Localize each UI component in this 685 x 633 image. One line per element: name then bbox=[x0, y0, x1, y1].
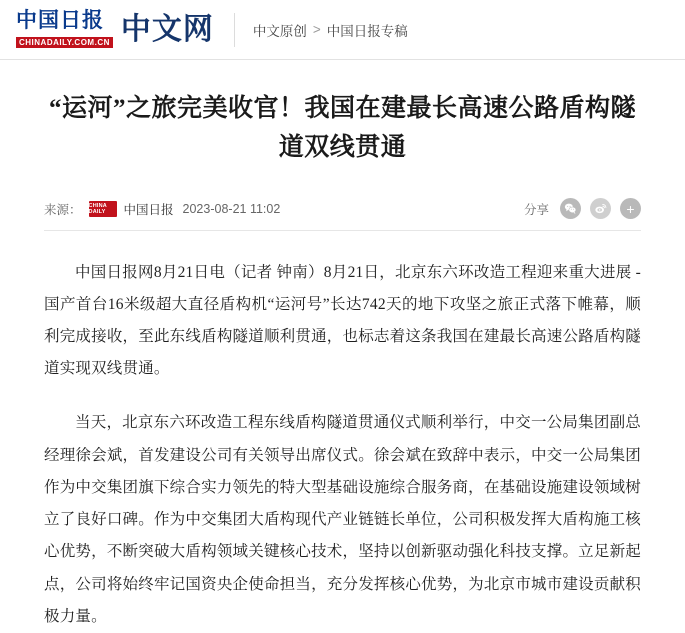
article-source-group bbox=[44, 200, 280, 218]
breadcrumb-item-original[interactable]: 中文原创 bbox=[253, 20, 307, 40]
breadcrumb-item-feature[interactable]: 中国日报专稿 bbox=[327, 20, 408, 40]
page-title: “运河”之旅完美收官！我国在建最长高速公路盾构隧道双线贯通 bbox=[44, 90, 641, 168]
publish-timestamp: 2023-08-21 11:02 bbox=[183, 202, 281, 216]
breadcrumb-separator: > bbox=[313, 22, 321, 37]
article-container bbox=[0, 90, 685, 633]
article-body bbox=[44, 257, 641, 633]
header-divider bbox=[234, 13, 235, 47]
article-paragraph: 中国日报网8月21日电（记者 钟南）8月21日，北京东六环改造工程迎来重大进展 - 国产首台16米级超大直径盾构机“运河号”长达742天的地下攻坚之旅正式落下帷幕，顺利完成接收，至此东线盾构隧道顺利贯通，也标志着这条我国在建最长高速公路盾构隧道实现双线贯通。 bbox=[44, 257, 641, 386]
site-logo[interactable] bbox=[16, 9, 113, 49]
source-name: 中国日报 bbox=[124, 200, 174, 218]
article-meta-row bbox=[44, 194, 641, 224]
source-label: 来源： bbox=[44, 200, 82, 218]
share-weibo-button[interactable] bbox=[590, 198, 611, 219]
logo-english-text: CHINADAILY.COM.CN bbox=[16, 37, 113, 49]
logo-site-section[interactable]: 中文网 bbox=[121, 15, 214, 45]
logo-chinese-text: 中国日报 bbox=[16, 9, 113, 31]
wechat-icon bbox=[564, 202, 577, 215]
share-more-button[interactable]: + bbox=[620, 198, 641, 219]
share-group bbox=[524, 198, 641, 219]
article-paragraph: 当天，北京东六环改造工程东线盾构隧道贯通仪式顺利举行，中交一公局集团副总经理徐会斌，首发建设公司有关领导出席仪式。徐会斌在致辞中表示，中交一公局集团作为中交集团旗下综合实力领先的特大型基础设施综合服务商，在基础设施建设领域树立了良好口碑。作为中交集团大盾构现代产业链链长单位，公司积极发挥大盾构施工核心优势，不断突破大盾构领域关键核心技术，坚持以创新驱动强化科技支撑。立足新起点，公司将始终牢记国资央企使命担当，充分发挥核心优势，为北京市城市建设贡献积极力量。 bbox=[44, 407, 641, 633]
share-wechat-button[interactable] bbox=[560, 198, 581, 219]
site-header bbox=[0, 0, 685, 60]
weibo-icon bbox=[594, 202, 607, 215]
chinadaily-badge-icon: CHINA DAILY bbox=[89, 201, 117, 217]
share-label: 分享 bbox=[524, 200, 549, 218]
meta-divider bbox=[44, 230, 641, 231]
breadcrumb bbox=[253, 20, 408, 40]
